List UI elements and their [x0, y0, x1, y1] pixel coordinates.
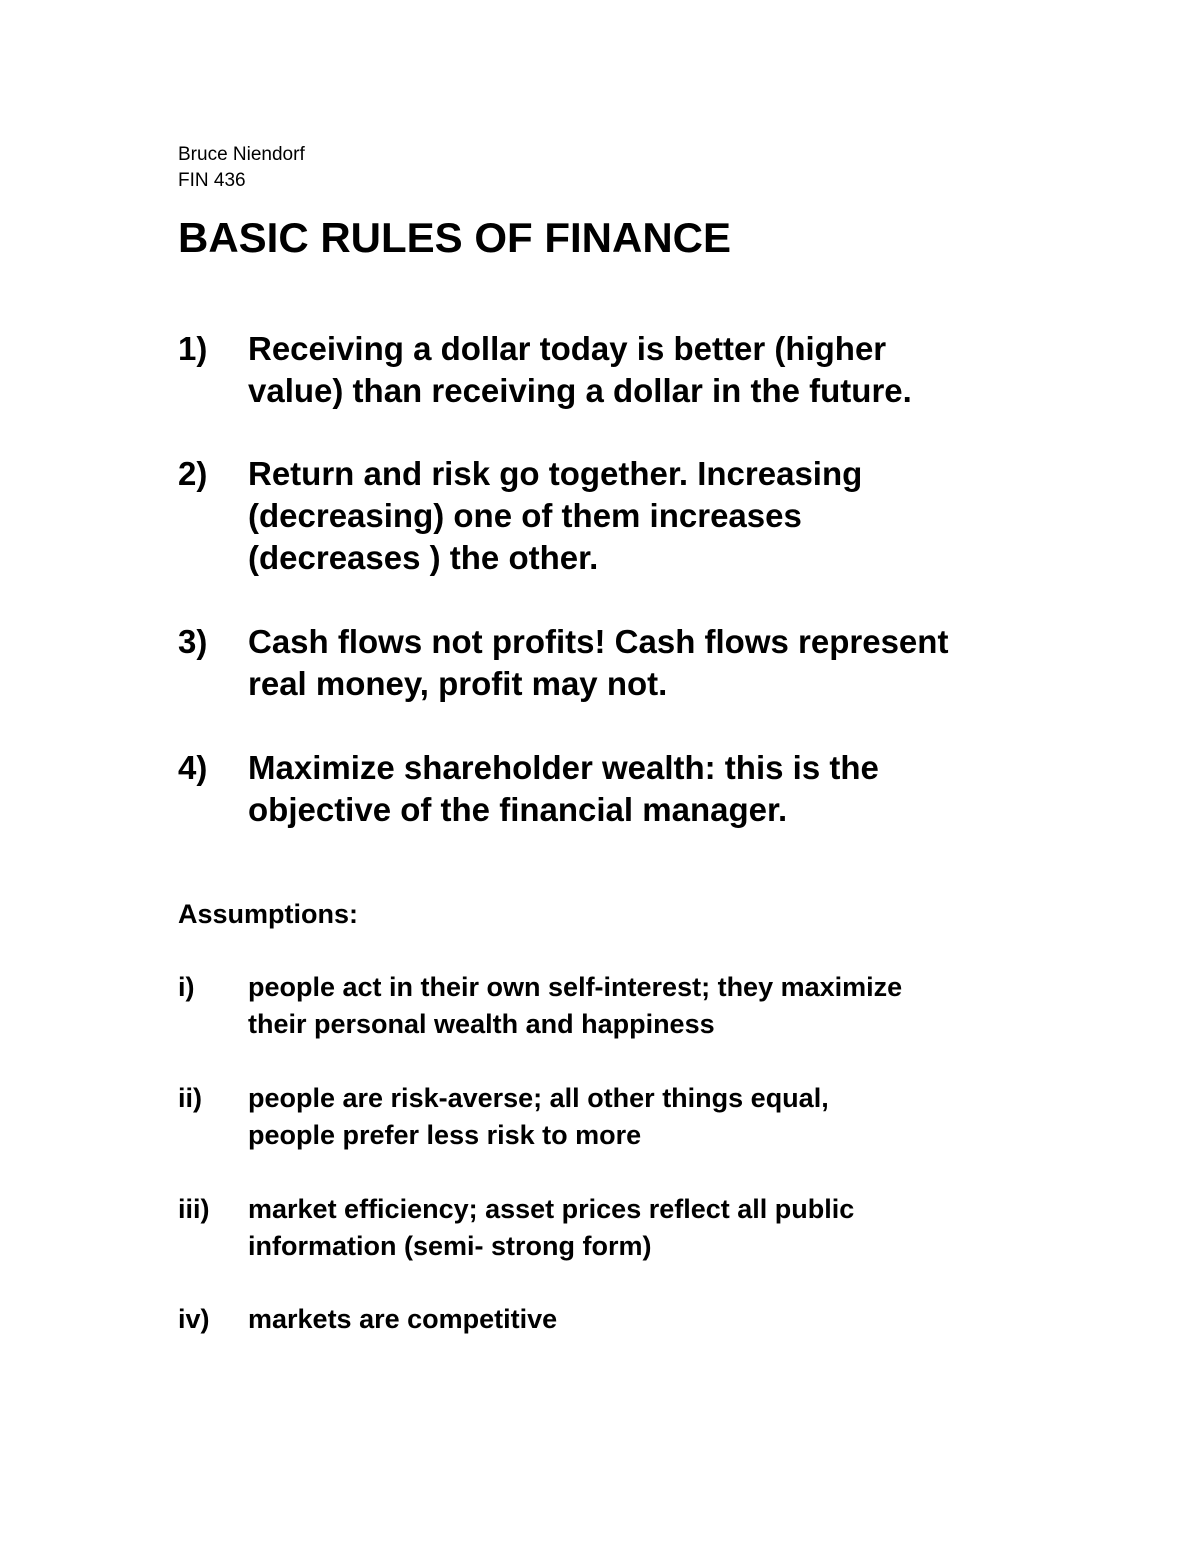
assumption-text-line: people act in their own self-interest; they maximize — [248, 972, 903, 1002]
author-name: Bruce Niendorf — [178, 144, 305, 165]
rule-text — [248, 328, 1048, 412]
rule-text-line: (decreasing) one of them increases — [248, 497, 802, 534]
document-header — [178, 142, 305, 194]
rule-number: 3) — [178, 623, 208, 660]
rule-text — [248, 453, 1048, 579]
assumptions-heading: Assumptions: — [178, 899, 359, 929]
rule-text-line: Maximize shareholder wealth: this is the — [248, 749, 879, 786]
rule-text-line: Cash flows not profits! Cash flows represent — [248, 623, 949, 660]
rule-text-line: value) than receiving a dollar in the future. — [248, 372, 912, 409]
assumption-number: ii) — [178, 1083, 202, 1113]
rule-text-line: Receiving a dollar today is better (higher — [248, 330, 887, 367]
assumption-text-line: market efficiency; asset prices reflect all public — [248, 1194, 855, 1224]
rule-number: 4) — [178, 749, 208, 786]
rule-text — [248, 621, 1048, 705]
assumption-text-line: people prefer less risk to more — [248, 1120, 642, 1150]
assumption-number: iv) — [178, 1304, 210, 1334]
rule-number: 2) — [178, 455, 208, 492]
assumption-number: iii) — [178, 1194, 210, 1224]
rule-number: 1) — [178, 330, 208, 367]
rule-text-line: real money, profit may not. — [248, 665, 668, 702]
rule-text-line: Return and risk go together. Increasing — [248, 455, 863, 492]
assumption-text-line: markets are competitive — [248, 1304, 558, 1334]
rule-text-line: objective of the financial manager. — [248, 791, 788, 828]
assumption-text — [248, 1191, 1048, 1265]
course-code: FIN 436 — [178, 170, 246, 191]
assumption-text — [248, 969, 1048, 1043]
assumption-number: i) — [178, 972, 195, 1002]
assumption-text — [248, 1301, 1048, 1338]
assumption-text-line: people are risk-averse; all other things equal, — [248, 1083, 829, 1113]
rule-text-line: (decreases ) the other. — [248, 539, 599, 576]
page-title: BASIC RULES OF FINANCE — [178, 214, 732, 261]
assumption-text-line: information (semi- strong form) — [248, 1231, 652, 1261]
assumption-text-line: their personal wealth and happiness — [248, 1009, 715, 1039]
rule-text — [248, 747, 1048, 831]
assumption-text — [248, 1080, 1048, 1154]
